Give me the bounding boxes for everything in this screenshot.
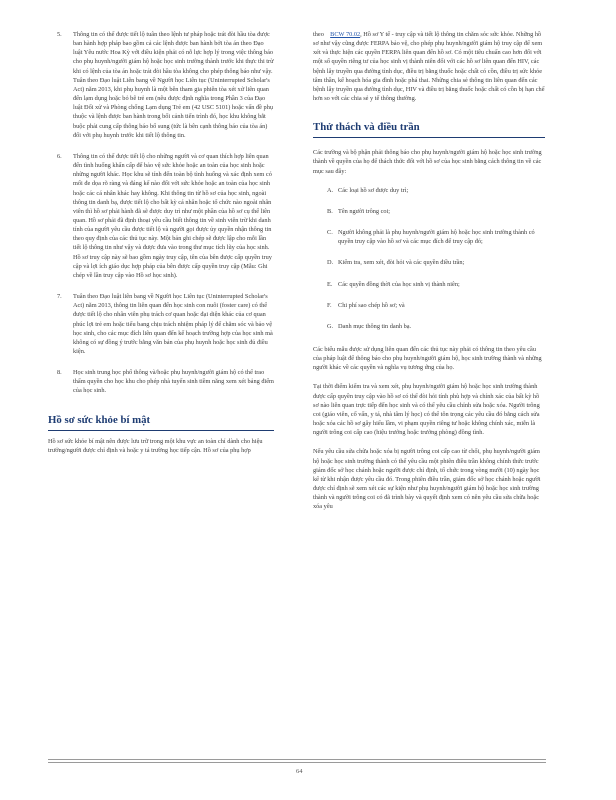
list-item [48, 292, 274, 356]
item-text: Tuân theo Đạo luật liên bang về Người học Liên tục (Uninterrupted Scholar's Act) năm 2013, thông tin liên quan đến học sinh con nuôi (foster care) có thể được tiết lộ cho nhân viên phụ trách cơ quan hoặc đại diện khác của cơ quan phúc lợi trẻ em hoặc tiểu bang chịu trách nhiệm pháp lý để chăm sóc và bảo vệ học sinh, cho các mục đích liên quan đến kế hoạch trường hợp của học sinh mà không có sự đồng ý trước bằng văn bản của phụ huynh hoặc học sinh đủ điều kiện. [73, 293, 273, 355]
list-item [313, 228, 545, 246]
list-item [48, 152, 274, 280]
list-item [313, 207, 545, 216]
list-item [313, 258, 545, 267]
list-item [48, 368, 274, 395]
item-text: Danh mục thông tin danh bạ. [338, 322, 412, 330]
item-number: 7. [57, 293, 62, 301]
right-column [313, 30, 545, 521]
item-text: Chi phí sao chép hồ sơ; và [338, 301, 405, 309]
hearing-paragraph: Nếu yêu cầu sửa chữa hoặc xóa bị người trông coi cấp cao từ chối, phụ huynh/người giám hộ hoặc học sinh trường thành có thể yêu cầu một phiên điều trần không chính thức trước giám đốc sở học chánh hoặc người được chỉ định, tổ chức trong vòng mười (10) ngày học kể từ khi nhận được yêu cầu đó. Trong phiên điều trần, giám đốc sở học chánh hoặc người được chỉ định sẽ xem xét các sự kiện như phụ huynh/người giám hộ hoặc học sinh trường thành và người trông coi có đã trình bày và quyết định xem có nên yêu cầu sửa chữa hoặc xóa yêu [313, 448, 541, 511]
item-text: Tên người trông coi; [338, 207, 391, 215]
policy-link[interactable]: BCW 70.02 [330, 31, 361, 38]
item-letter: E. [327, 280, 333, 288]
footer-divider [48, 759, 546, 760]
left-column [48, 30, 274, 465]
item-number: 5. [57, 31, 62, 38]
challenges-intro: Các trường và bộ phận phải thông báo cho phụ huynh/người giám hộ hoặc học sinh trường thành về quyền của họ để thách thức đối với hồ sơ của học sinh bằng cách thông tin về các mục sau đây: [313, 149, 542, 175]
inspection-paragraph: Tại thời điểm kiểm tra và xem xét, phụ huynh/người giám hộ hoặc học sinh trường thành được cấp quyền truy cập vào hồ sơ có thể đòi hỏi tính phù hợp và chính xác của bất kỳ hồ sơ nào liên quan trực tiếp đến học sinh và có thể yêu cầu chỉnh sửa hoặc xóa. Người trông coi (giáo viên, cố vấn, y tá, nhà tâm lý học) có thể tôn trọng các yêu cầu đó bằng cách sửa hoặc xóa các hồ sơ gây hiểu lầm, vi phạm quyền riêng tư hoặc không chính xác, miễn là người trông coi cấp cao (hiệu trưởng hoặc trưởng phòng) đồng tình. [313, 383, 540, 437]
health-records-text: Hồ sơ sức khỏe bí mật nên được lưu trữ trong một khu vực an toàn chỉ dành cho hiệu trưởng/người được chỉ định và hoặc y tá trường học tiếp cận. Hồ sơ của phụ hợp [48, 437, 263, 454]
item-number: 6. [57, 152, 62, 160]
list-item [313, 322, 545, 331]
item-letter: C. [327, 229, 333, 237]
item-letter: B. [327, 207, 333, 215]
item-text: Các loại hồ sơ được duy trì; [338, 186, 409, 194]
health-records-heading: Hồ sơ sức khỏe bí mật [48, 414, 274, 431]
footer-divider [48, 762, 546, 763]
item-text: Thông tin có thể được tiết lộ cho những người và cơ quan thích hợp liên quan đến tình huống khẩn cấp để bảo vệ sức khỏe hoặc an toàn của học sinh hoặc những người khác. Học khu sẽ tính đến toàn bộ tình huống và xác định xem có mối đe dọa rõ ràng và đáng kể nào đối với sức khỏe hoặc an toàn của học sinh hoặc các cá nhân khác hay không. Khi thông tin từ hồ sơ của học sinh, ngoài thông tin danh bạ, được tiết lộ cho bất kỳ cá nhân hoặc tổ chức nào ngoài nhân viên thì hồ sơ phải hành đã sẽ được duy trì như một phần của hồ sơ cụ thể liên quan. Hồ sơ phải đã định thoại yêu cầu biết thông tin về sinh viên trừ khi danh tính của người yêu cầu được tiết lộ và người gọi được ủy quyền nhận thông tin theo quy định của các thủ tục này. Một bản ghi chép sẽ được lập cho mỗi lần tiết lộ thông tin như vậy và được đưa vào trong thư mục tích lũy của học sinh. Hồ sơ truy cập này sẽ bao gồm ngày truy cập, tên của bên được cấp quyền truy cập và lợi ích giáo dục hợp pháp của bên được cấp quyền truy cập (Mẫu: Ghi chép về lần truy cập vào Hồ sơ học sinh). [73, 152, 272, 279]
item-number: 8. [57, 369, 62, 377]
item-text: Kiểm tra, xem xét, đòi hỏi và các quyền điều trần; [338, 259, 465, 267]
health-records-continuation [313, 30, 545, 103]
item-letter: G. [327, 322, 334, 330]
challenges-hearings-heading: Thử thách và điều trần [313, 121, 545, 138]
continuation-text: , Hồ sơ Y tế - truy cập và tiết lộ thông tin chăm sóc sức khỏe. Những hồ sơ như vậy cũng được FERPA bảo vệ, cho phép phụ huynh/người giám hộ truy cập để xem xét và thực hiện các quyền FERPA liên quan đến hồ sơ. Có một tiêu chuẩn cao hơn đối với một số quyền riêng tư của học sinh vị thành niên đối với các hồ sơ liên quan đến HIV, các bệnh lây truyền qua đường tình dục, điều trị bằng thuốc hoặc chất có cồn, điều trị sức khỏe tâm thần, kế hoạch hóa gia đình hoặc phá thai. Những chia sẻ thông tin liên quan đến các bệnh lây truyền qua đường tình dục, HIV và điều trị bằng thuốc hoặc chất có cồn bị hạn chế hơn so với các chia sẻ y tế thông thường. [313, 31, 545, 103]
item-letter: D. [327, 259, 334, 267]
prefix-text: theo [313, 31, 324, 38]
item-letter: F. [327, 301, 332, 309]
item-text: Học sinh trung học phổ thông và/hoặc phụ huynh/người giám hộ có thể trao thẩm quyền cho học khu cho phép nhà tuyển sinh tiềm năng xem xét bảng điểm của học sinh. [73, 369, 274, 395]
item-letter: A. [327, 186, 334, 194]
rights-list [313, 186, 545, 331]
list-item [313, 280, 545, 289]
forms-paragraph: Các biểu mẫu được sử dụng liên quan đến các thủ tục này phải có thông tin theo yêu cầu của pháp luật để thông báo cho phụ huynh/người giám hộ, học sinh trường thành và những người khác về các quyền và nghĩa vụ tương ứng của họ. [313, 345, 542, 372]
list-item [313, 301, 545, 310]
list-item [313, 186, 545, 195]
item-text: Người không phải là phụ huynh/người giám hộ hoặc học sinh trường thành có quyền truy cập vào hồ sơ và các mục đích để truy cập đó; [338, 229, 535, 246]
item-text: Thông tin có thể được tiết lộ tuân theo lệnh tư pháp hoặc trát đòi hầu tòa được ban hành hợp pháp bao gồm cả các lệnh được ban hành bởi tòa án theo Đạo luật Yêu nước Hoa Kỳ với điều kiện phải có nỗ lực hợp lý trong việc thông báo cho phụ huynh/người giám hộ hoặc học sinh trường thành trước khi thực thi trừ khi có lệnh của tòa án hoặc trát đòi hầu tòa không cho phép thông báo như vậy. Tuân theo Đạo luật Liên bang về Người học Liên tục (Uninterrupted Scholar's Act) năm 2013, khi phụ huynh là một bên tham gia phiên tòa xét xử liên quan đến lạm dụng hoặc bỏ bê trẻ em (nêu được định nghĩa trong Phần 3 của Đạo luật Đối xử và Phòng chống Lạm dụng Trẻ em (42 USC 5101) hoặc vấn đề phụ thuộc và lệnh được ban hành trong bối cảnh tiến trình đó, học khu không bắt buộc phải cung cấp thông báo bổ sung (tức là bên cạnh thông báo của tòa án) đối với phụ huynh trước khi tiết lộ thông tin. [73, 31, 274, 139]
page-number: 64 [296, 768, 303, 775]
list-item [48, 30, 274, 140]
item-text: Các quyền đồng thời của học sinh vị thành niên; [338, 280, 460, 288]
